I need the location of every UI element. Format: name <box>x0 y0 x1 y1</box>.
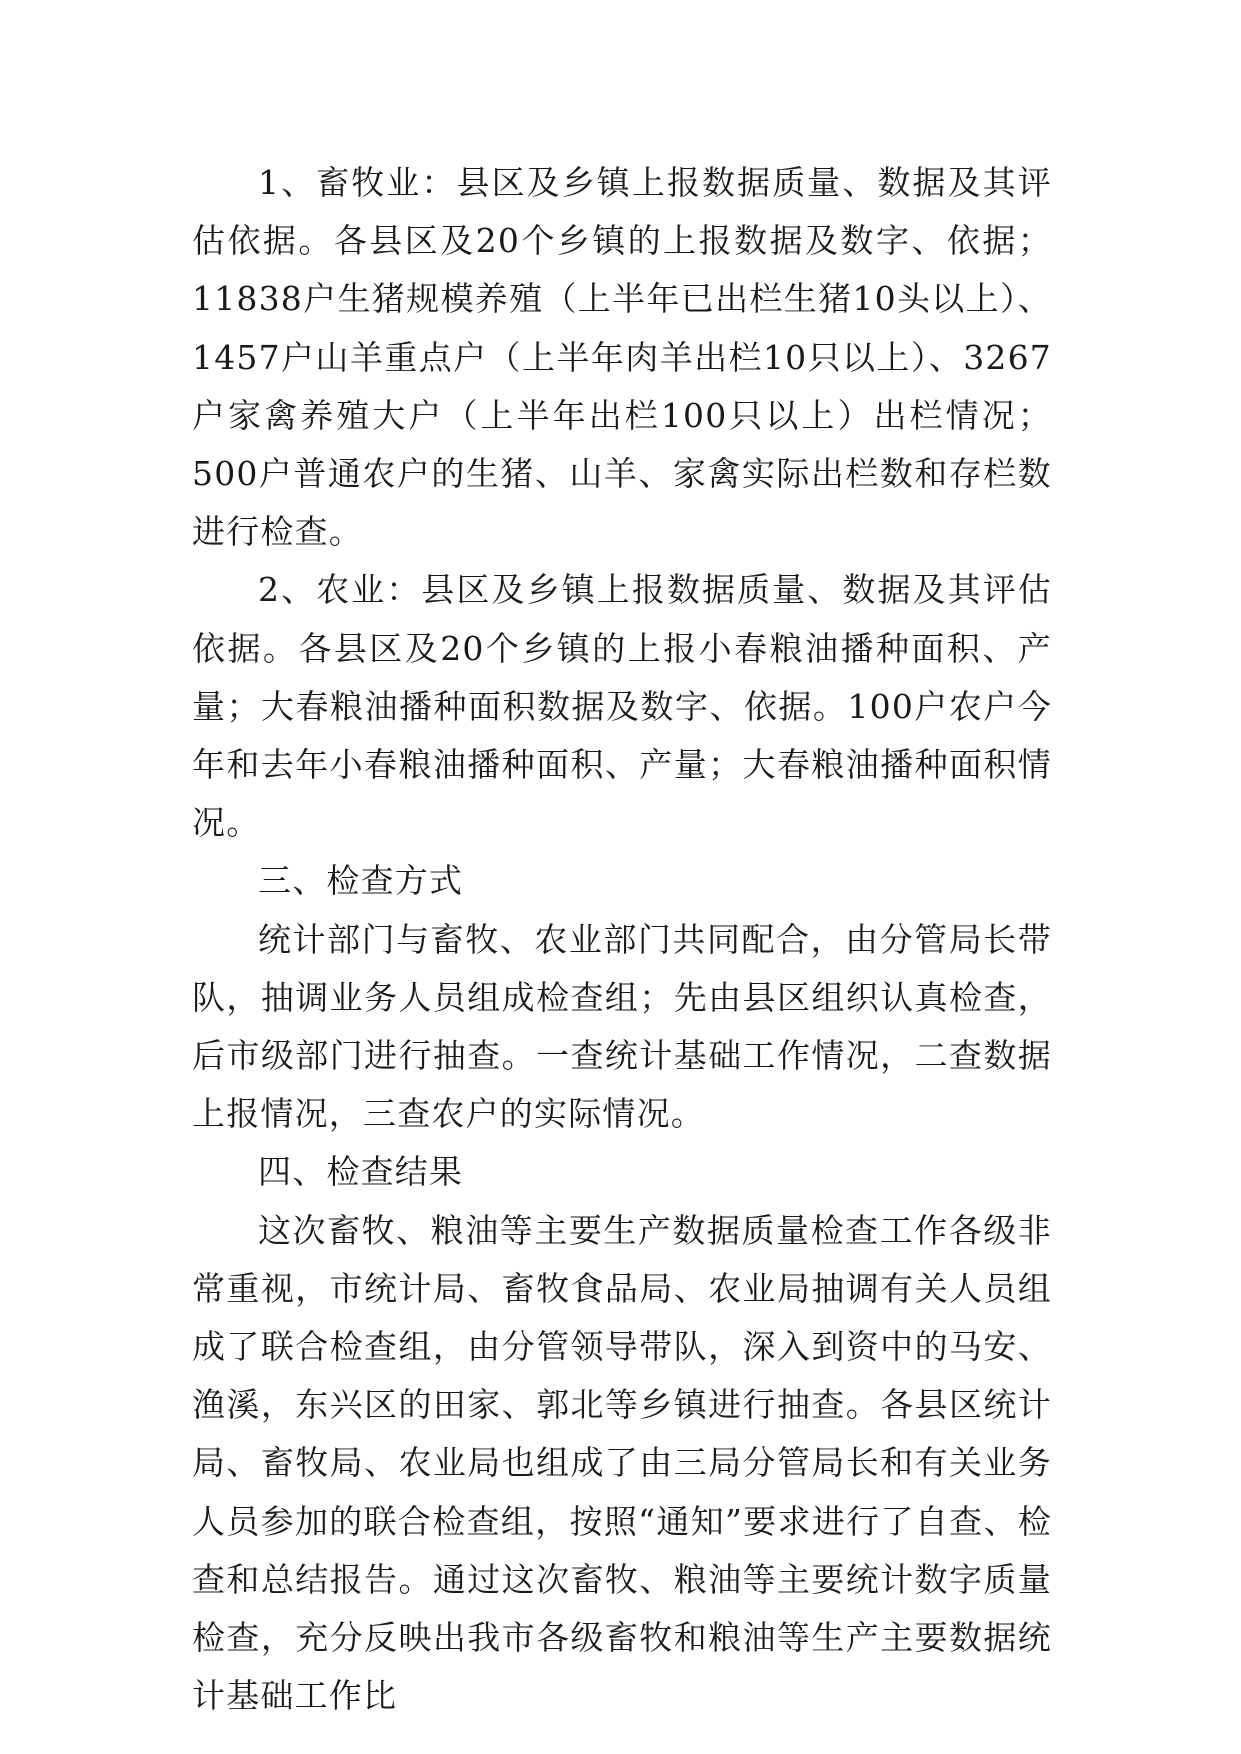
section-heading-inspection-results: 四、检查结果 <box>258 1152 464 1192</box>
document-body <box>192 154 1052 1725</box>
paragraph-inspection-results: 这次畜牧、粮油等主要生产数据质量检查工作各级非常重视，市统计局、畜牧食品局、农业局抽调有关人员组成了联合检查组，由分管领导带队，深入到资中的马安、渔溪，东兴区的田家、郭北等乡镇进行抽查。各县区统计局、畜牧局、农业局也组成了由三局分管局长和有关业务人员参加的联合检查组，按照“通知”要求进行了自查、检查和总结报告。通过这次畜牧、粮油等主要统计数字质量检查，充分反映出我市各级畜牧和粮油等生产主要数据统计基础工作比 <box>192 1210 1052 1716</box>
paragraph-livestock: 1、畜牧业：县区及乡镇上报数据质量、数据及其评估依据。各县区及20个乡镇的上报数据及数字、依据；11838户生猪规模养殖（上半年已出栏生猪10头以上）、1457户山羊重点户（上半年肉羊出栏10只以上）、3267户家禽养殖大户（上半年出栏100只以上）出栏情况；500户普通农户的生猪、山羊、家禽实际出栏数和存栏数进行检查。 <box>192 163 1052 552</box>
paragraph-agriculture: 2、农业：县区及乡镇上报数据质量、数据及其评估依据。各县区及20个乡镇的上报小春粮油播种面积、产量；大春粮油播种面积数据及数字、依据。100户农户今年和去年小春粮油播种面积、产量；大春粮油播种面积情况。 <box>192 570 1052 843</box>
paragraph-inspection-method: 统计部门与畜牧、农业部门共同配合，由分管局长带队，抽调业务人员组成检查组；先由县区组织认真检查，后市级部门进行抽查。一查统计基础工作情况，二查数据上报情况，三查农户的实际情况。 <box>192 919 1052 1134</box>
section-heading-inspection-method: 三、检查方式 <box>258 861 464 901</box>
